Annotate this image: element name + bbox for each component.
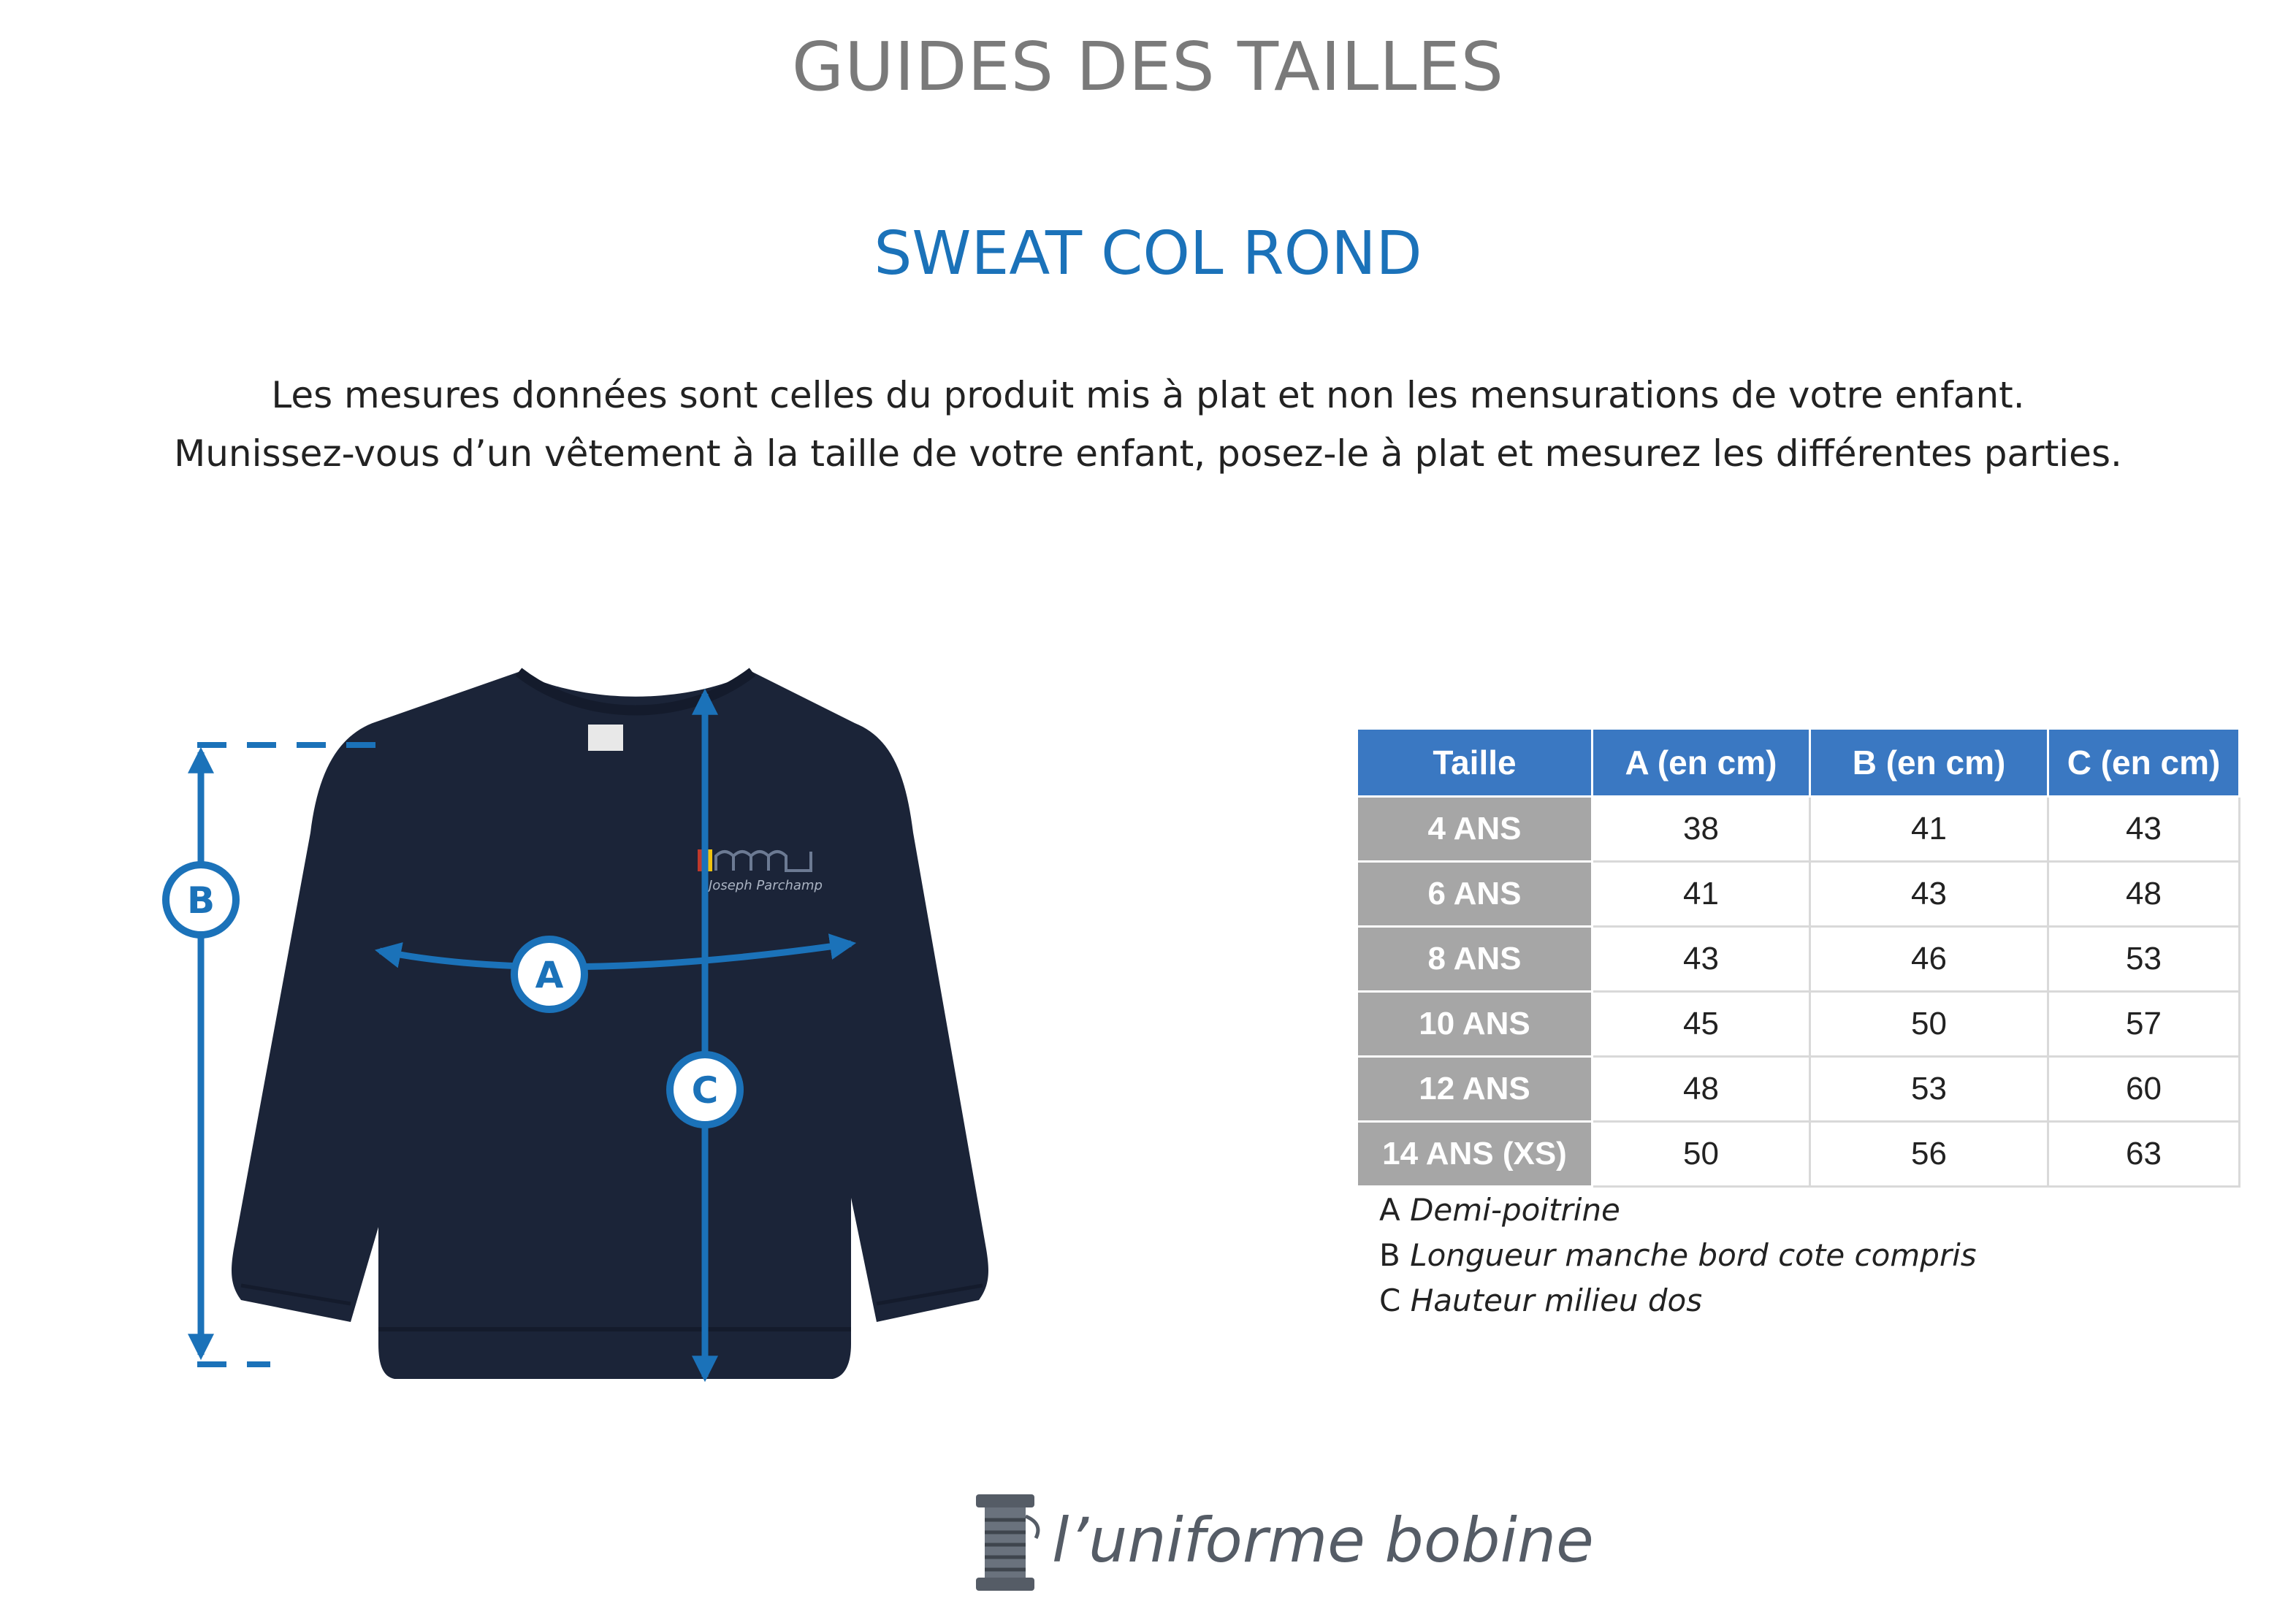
- legend-a: [1379, 1192, 1620, 1228]
- header-b: B (en cm): [1810, 729, 2048, 797]
- c-cell: 57: [2048, 992, 2240, 1057]
- size-cell: 14 ANS (XS): [1357, 1122, 1593, 1187]
- legend-b-letter: B: [1379, 1237, 1400, 1273]
- header-c: C (en cm): [2048, 729, 2240, 797]
- b-cell: 43: [1810, 862, 2048, 927]
- a-cell: 48: [1593, 1057, 1810, 1122]
- b-cell: 53: [1810, 1057, 2048, 1122]
- svg-text:B: B: [186, 879, 216, 922]
- c-cell: 53: [2048, 927, 2240, 992]
- a-cell: 43: [1593, 927, 1810, 992]
- a-cell: 50: [1593, 1122, 1810, 1187]
- b-cell: 41: [1810, 797, 2048, 862]
- product-subtitle: SWEAT COL ROND: [874, 219, 1422, 288]
- header-a: A (en cm): [1593, 729, 1810, 797]
- size-cell: 4 ANS: [1357, 797, 1593, 862]
- sweatshirt-body: [232, 672, 988, 1379]
- legend-b: [1379, 1237, 1977, 1273]
- b-cell: 50: [1810, 992, 2048, 1057]
- intro-line-1: Les mesures données sont celles du produit mis à plat et non les mensurations de votre enfant.: [271, 374, 2025, 416]
- header-taille: Taille: [1357, 729, 1593, 797]
- embroidery-text: Joseph Parchamp: [709, 878, 823, 893]
- marker-a: [514, 939, 584, 1009]
- intro-line-2: Munissez-vous d’un vêtement à la taille de votre enfant, posez-le à plat et mesurez les différentes parties.: [174, 432, 2122, 475]
- a-cell: 38: [1593, 797, 1810, 862]
- size-cell: 6 ANS: [1357, 862, 1593, 927]
- page-title: GUIDES DES TAILLES: [791, 28, 1505, 106]
- c-cell: 43: [2048, 797, 2240, 862]
- legend-a-letter: A: [1379, 1192, 1400, 1228]
- marker-b: [166, 865, 236, 935]
- size-cell: 10 ANS: [1357, 992, 1593, 1057]
- table-row: [1357, 927, 2240, 992]
- b-cell: 46: [1810, 927, 2048, 992]
- table-row: [1357, 862, 2240, 927]
- size-table: [1356, 727, 2240, 1188]
- table-header-row: [1357, 729, 2240, 797]
- svg-text:C: C: [691, 1069, 719, 1112]
- legend-c-text: Hauteur milieu dos: [1410, 1283, 1703, 1318]
- a-cell: 41: [1593, 862, 1810, 927]
- svg-text:A: A: [535, 954, 564, 996]
- sweatshirt-figure: [131, 643, 1037, 1468]
- table-row: [1357, 1122, 2240, 1187]
- neck-label: [588, 725, 623, 751]
- spool-icon: [976, 1494, 1038, 1591]
- size-cell: 12 ANS: [1357, 1057, 1593, 1122]
- c-cell: 60: [2048, 1057, 2240, 1122]
- b-cell: 56: [1810, 1122, 2048, 1187]
- c-cell: 48: [2048, 862, 2240, 927]
- legend-a-text: Demi-poitrine: [1410, 1192, 1620, 1228]
- size-cell: 8 ANS: [1357, 927, 1593, 992]
- table-row: [1357, 797, 2240, 862]
- legend-c-letter: C: [1379, 1283, 1401, 1318]
- brand-name: l’uniforme bobine: [1052, 1505, 1594, 1576]
- legend-c: [1379, 1283, 1702, 1318]
- marker-c: [670, 1055, 740, 1125]
- table-row: [1357, 1057, 2240, 1122]
- a-cell: 45: [1593, 992, 1810, 1057]
- legend-b-text: Longueur manche bord cote compris: [1410, 1237, 1977, 1273]
- table-row: [1357, 992, 2240, 1057]
- c-cell: 63: [2048, 1122, 2240, 1187]
